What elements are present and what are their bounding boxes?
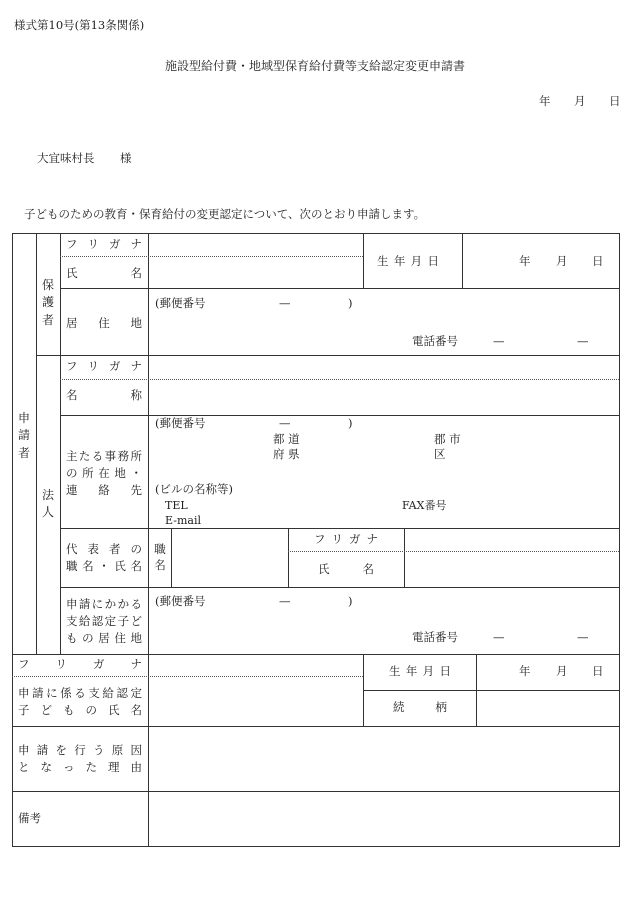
intro-text: 子どものための教育・保育給付の変更認定について、次のとおり申請します。 [24, 207, 426, 221]
child-birth-year: 年 [519, 664, 531, 678]
child-relation-label: 続 柄 [393, 700, 447, 714]
corporation-name-label: 名 称 [66, 388, 142, 402]
addressee-honorific: 様 [120, 151, 132, 165]
guardian-postal-label: (郵便番号 [155, 296, 206, 310]
office-postal-label: (郵便番号 [155, 416, 206, 430]
rep-name-label: 氏 名 [318, 562, 374, 576]
guardian-postal-dash: — [279, 296, 291, 310]
fax-label: FAX番号 [402, 499, 447, 512]
guardian-label: 保護者 [41, 278, 54, 327]
applicant-label: 申請者 [17, 411, 30, 460]
city-bottom-label: 区 [434, 447, 446, 461]
office-address-label: 主 た る 事 務 所 の 所 在 地 ・ 連 絡 先 [66, 449, 142, 497]
child-name-label: 申 請 に 係 る 支 給 認 定 子 ど も の 氏 名 [18, 686, 142, 717]
reason-label: 申 請 を 行 う 原 因 と な っ た 理 由 [18, 743, 142, 774]
building-label: (ビルの名称等) [155, 482, 233, 496]
form-number: 様式第10号(第13条関係) [14, 18, 145, 32]
child-birth-month: 月 [556, 664, 568, 678]
office-postal-paren: ) [348, 416, 353, 430]
guardian-birth-month: 月 [556, 254, 568, 268]
addressee-name: 大宜味村長 [37, 151, 95, 165]
guardian-birthdate-label: 生 年 月 日 [377, 254, 439, 268]
office-postal-dash: — [279, 416, 291, 430]
rep-furigana-label: フ リ ガ ナ [314, 532, 378, 546]
date-month-label: 月 [574, 94, 586, 108]
representative-label: 代 表 者 の 職 名 ・ 氏 名 [66, 542, 142, 573]
guardian-phone-dash-1: — [493, 334, 505, 348]
child-phone-label: 電話番号 [412, 630, 458, 644]
form-title: 施設型給付費・地域型保育給付費等支給認定変更申請書 [164, 59, 465, 73]
title-label: 職名 [154, 542, 166, 572]
child-furigana-label: フ リ ガ ナ [18, 657, 142, 671]
guardian-furigana-label: フ リ ガ ナ [66, 237, 142, 251]
guardian-phone-dash-2: — [577, 334, 589, 348]
child-postal-label: (郵便番号 [155, 594, 206, 608]
corporation-label: 法人 [41, 488, 54, 520]
guardian-phone-label: 電話番号 [412, 334, 458, 348]
guardian-name-label: 氏 名 [66, 266, 142, 280]
guardian-address-label: 居 住 地 [66, 316, 142, 330]
date-year-label: 年 [539, 94, 551, 108]
child-birth-day: 日 [592, 664, 604, 678]
corporation-furigana-label: フ リ ガ ナ [66, 359, 142, 373]
child-birthdate-label: 生 年 月 日 [389, 664, 451, 678]
child-postal-dash: — [279, 594, 291, 608]
pref-top-label: 都 道 [273, 432, 300, 446]
guardian-birth-day: 日 [592, 254, 604, 268]
child-phone-dash-1: — [493, 630, 505, 644]
city-top-label: 郡 市 [434, 432, 461, 446]
pref-bottom-label: 府 県 [273, 447, 300, 461]
child-phone-dash-2: — [577, 630, 589, 644]
child-address-label: 申 請 に か か る 支 給 認 定 子 ど も の 居 住 地 [66, 597, 142, 645]
guardian-postal-paren: ) [348, 296, 353, 310]
date-day-label: 日 [609, 94, 621, 108]
remarks-label: 備考 [18, 811, 41, 825]
tel-label: TEL [165, 499, 188, 512]
guardian-birth-year: 年 [519, 254, 531, 268]
email-label: E-mail [165, 514, 201, 527]
child-postal-paren: ) [348, 594, 353, 608]
